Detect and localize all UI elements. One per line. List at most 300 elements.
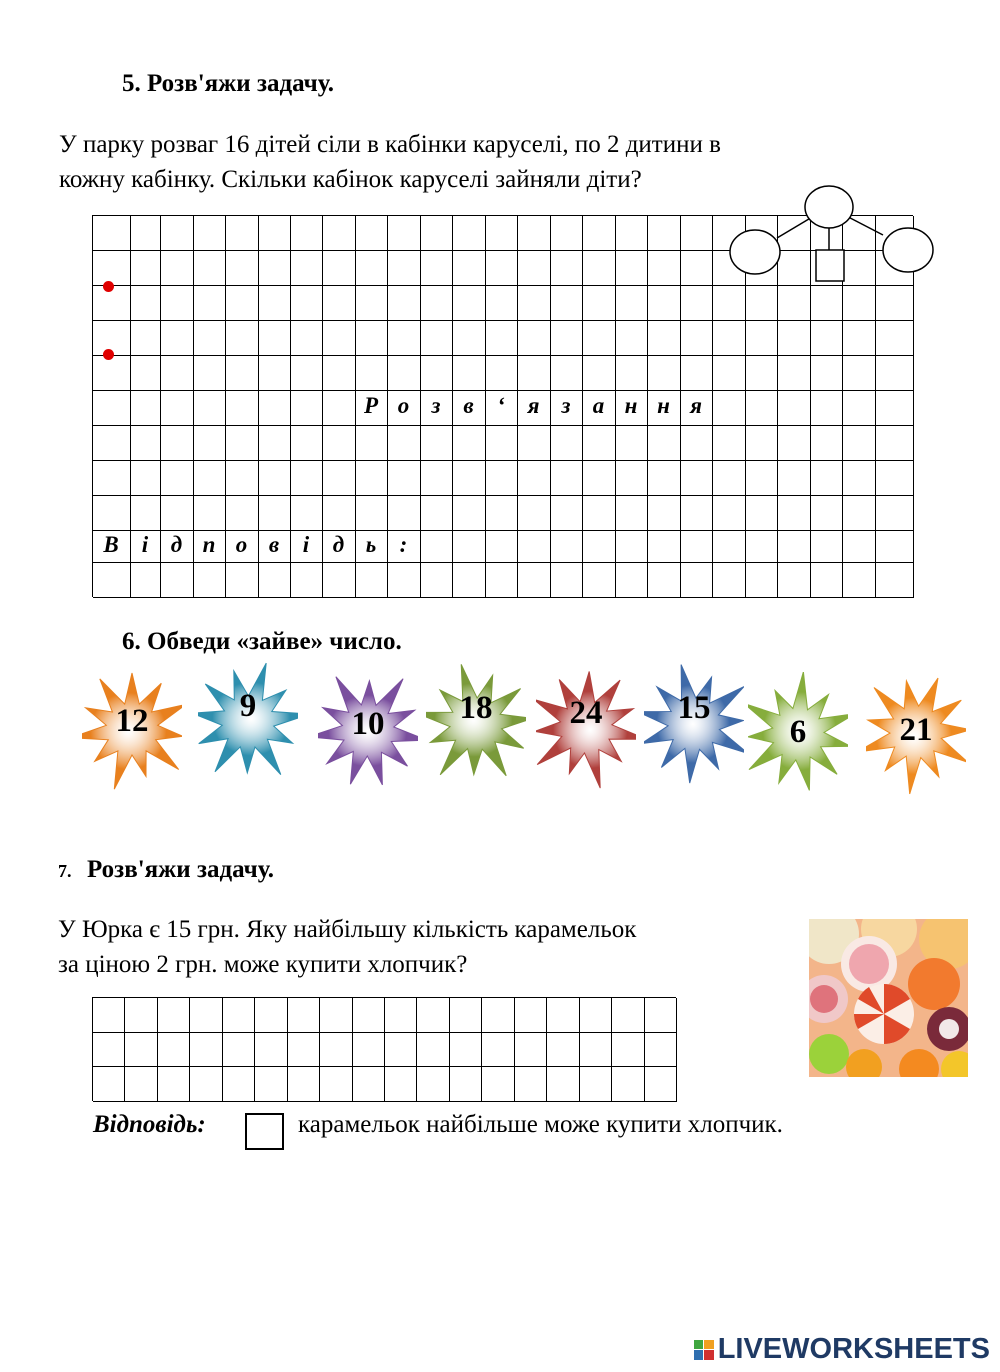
grid-cell[interactable] [93,1067,125,1102]
grid-cell[interactable] [323,391,356,426]
grid-cell[interactable] [551,286,583,321]
grid-cell[interactable] [323,426,356,461]
grid-cell[interactable] [255,998,287,1033]
grid-cell[interactable] [648,426,681,461]
grid-cell[interactable] [713,356,746,391]
grid-cell[interactable] [353,1067,385,1102]
grid-cell[interactable] [417,1067,449,1102]
grid-cell[interactable] [453,321,486,356]
grid-cell[interactable] [226,251,259,286]
grid-cell[interactable] [223,1033,255,1068]
grid-cell[interactable] [778,496,811,531]
grid-cell[interactable] [125,1067,157,1102]
grid-cell[interactable] [417,998,449,1033]
grid-cell[interactable] [388,286,421,321]
grid-cell[interactable] [385,998,417,1033]
grid-cell[interactable] [843,563,876,598]
grid-cell[interactable] [843,531,876,563]
grid-cell[interactable] [778,286,811,321]
grid-cell[interactable] [158,1067,190,1102]
grid-cell[interactable] [518,321,551,356]
grid-cell[interactable] [320,1033,352,1068]
grid-cell[interactable] [746,391,778,426]
grid-cell[interactable] [876,461,914,496]
grid-cell[interactable] [291,496,323,531]
grid-cell[interactable] [417,1033,449,1068]
grid-cell[interactable] [194,356,226,391]
grid-cell[interactable] [353,1033,385,1068]
grid-cell[interactable] [161,251,194,286]
grid-cell[interactable] [681,496,713,531]
grid-cell[interactable] [353,998,385,1033]
grid-cell[interactable] [226,391,259,426]
grid-cell[interactable] [291,286,323,321]
grid-cell[interactable] [580,998,612,1033]
grid-cell[interactable] [421,461,453,496]
grid-cell[interactable] [746,496,778,531]
grid-cell[interactable] [518,426,551,461]
grid-cell[interactable] [518,356,551,391]
grid-cell[interactable] [226,216,259,251]
grid-cell[interactable] [583,496,616,531]
grid-cell[interactable] [583,251,616,286]
grid-cell[interactable] [486,531,518,563]
grid-cell[interactable] [843,496,876,531]
grid-cell[interactable] [421,356,453,391]
grid-cell[interactable] [421,496,453,531]
grid-cell[interactable] [421,321,453,356]
grid-cell[interactable] [645,998,677,1033]
grid-cell[interactable] [161,391,194,426]
grid-cell[interactable] [616,216,648,251]
grid-cell[interactable] [583,531,616,563]
grid-cell[interactable] [583,216,616,251]
grid-cell[interactable] [356,563,388,598]
grid-cell[interactable] [131,426,161,461]
grid-cell[interactable] [190,998,222,1033]
grid-cell[interactable] [551,531,583,563]
grid-cell[interactable] [612,998,644,1033]
grid-cell[interactable] [616,321,648,356]
grid-cell[interactable] [612,1033,644,1068]
grid-cell[interactable] [259,356,291,391]
grid-cell[interactable] [843,426,876,461]
grid-cell[interactable] [194,321,226,356]
grid-cell[interactable] [291,321,323,356]
grid-cell[interactable] [713,531,746,563]
grid-cell[interactable] [515,1033,547,1068]
grid-cell[interactable] [616,531,648,563]
grid-cell[interactable] [226,356,259,391]
grid-cell[interactable] [616,563,648,598]
grid-cell[interactable] [291,216,323,251]
grid-cell[interactable] [482,1067,514,1102]
grid-cell[interactable] [388,216,421,251]
grid-cell[interactable] [616,251,648,286]
grid-cell[interactable] [713,391,746,426]
grid-cell[interactable] [453,356,486,391]
grid-cell[interactable] [486,321,518,356]
grid-cell[interactable] [259,321,291,356]
grid-cell[interactable] [259,496,291,531]
grid-cell[interactable] [486,286,518,321]
grid-cell[interactable] [131,251,161,286]
number-star[interactable] [536,665,636,785]
grid-cell[interactable] [356,356,388,391]
grid-cell[interactable] [713,563,746,598]
grid-cell[interactable] [93,998,125,1033]
grid-cell[interactable] [648,321,681,356]
grid-cell[interactable] [323,321,356,356]
grid-cell[interactable] [259,286,291,321]
grid-cell[interactable] [453,251,486,286]
grid-cell[interactable] [486,356,518,391]
grid-cell[interactable] [778,426,811,461]
grid-cell[interactable] [161,321,194,356]
grid-cell[interactable] [778,563,811,598]
grid-cell[interactable] [421,531,453,563]
grid-cell[interactable] [291,391,323,426]
number-star[interactable] [866,670,966,790]
grid-cell[interactable] [616,286,648,321]
grid-cell[interactable] [93,356,131,391]
grid-cell[interactable] [259,251,291,286]
grid-cell[interactable] [580,1067,612,1102]
grid-cell[interactable] [356,496,388,531]
grid-cell[interactable] [131,321,161,356]
number-star[interactable] [748,672,848,792]
grid-cell[interactable] [161,461,194,496]
grid-cell[interactable] [746,461,778,496]
grid-cell[interactable] [93,496,131,531]
grid-cell[interactable] [125,1033,157,1068]
grid-cell[interactable] [547,1067,579,1102]
grid-cell[interactable] [648,251,681,286]
grid-cell[interactable] [259,216,291,251]
grid-cell[interactable] [323,286,356,321]
number-star[interactable] [82,667,182,787]
grid-cell[interactable] [876,496,914,531]
grid-cell[interactable] [226,461,259,496]
number-star[interactable] [198,660,298,780]
grid-cell[interactable] [291,461,323,496]
grid-cell[interactable] [645,1033,677,1068]
grid-cell[interactable] [161,496,194,531]
grid-cell[interactable] [583,321,616,356]
grid-cell[interactable] [843,321,876,356]
grid-cell[interactable] [518,216,551,251]
grid-cell[interactable] [223,1067,255,1102]
grid-cell[interactable] [93,426,131,461]
grid-cell[interactable] [811,496,843,531]
grid-cell[interactable] [482,998,514,1033]
grid-cell[interactable] [323,356,356,391]
grid-cell[interactable] [161,286,194,321]
grid-cell[interactable] [681,461,713,496]
grid-cell[interactable] [190,1067,222,1102]
grid-cell[interactable] [551,216,583,251]
grid-cell[interactable] [746,356,778,391]
grid-cell[interactable] [811,391,843,426]
grid-cell[interactable] [778,391,811,426]
grid-cell[interactable] [226,426,259,461]
grid-cell[interactable] [259,461,291,496]
grid-cell[interactable] [746,286,778,321]
grid-cell[interactable] [161,356,194,391]
grid-cell[interactable] [518,496,551,531]
grid-cell[interactable] [778,321,811,356]
grid-cell[interactable] [93,286,131,321]
grid-cell[interactable] [746,563,778,598]
grid-cell[interactable] [486,251,518,286]
grid-cell[interactable] [453,531,486,563]
grid-cell[interactable] [518,286,551,321]
grid-cell[interactable] [194,391,226,426]
grid-cell[interactable] [843,286,876,321]
grid-cell[interactable] [778,461,811,496]
grid-cell[interactable] [226,563,259,598]
grid-cell[interactable] [648,531,681,563]
grid-cell[interactable] [746,426,778,461]
grid-cell[interactable] [421,251,453,286]
grid-cell[interactable] [323,461,356,496]
number-star[interactable] [426,662,526,782]
grid-cell[interactable] [551,496,583,531]
grid-cell[interactable] [93,563,131,598]
grid-cell[interactable] [356,286,388,321]
grid-cell[interactable] [681,251,713,286]
grid-cell[interactable] [388,321,421,356]
grid-cell[interactable] [843,391,876,426]
grid-cell[interactable] [547,998,579,1033]
grid-cell[interactable] [453,461,486,496]
grid-cell[interactable] [421,286,453,321]
grid-cell[interactable] [194,286,226,321]
grid-cell[interactable] [616,356,648,391]
grid-cell[interactable] [259,391,291,426]
grid-cell[interactable] [713,461,746,496]
grid-cell[interactable] [323,496,356,531]
grid-cell[interactable] [385,1033,417,1068]
grid-cell[interactable] [616,461,648,496]
grid-cell[interactable] [713,321,746,356]
grid-cell[interactable] [161,216,194,251]
grid-cell[interactable] [486,563,518,598]
grid-cell[interactable] [645,1067,677,1102]
grid-cell[interactable] [811,356,843,391]
grid-cell[interactable] [648,216,681,251]
grid-cell[interactable] [388,251,421,286]
grid-cell[interactable] [259,426,291,461]
grid-cell[interactable] [255,1067,287,1102]
grid-cell[interactable] [421,426,453,461]
grid-cell[interactable] [648,286,681,321]
grid-cell[interactable] [223,998,255,1033]
grid-cell[interactable] [255,1033,287,1068]
grid-cell[interactable] [125,998,157,1033]
grid-cell[interactable] [482,1033,514,1068]
grid-cell[interactable] [93,216,131,251]
grid-cell[interactable] [288,1033,320,1068]
grid-cell[interactable] [356,461,388,496]
grid-cell[interactable] [226,496,259,531]
grid-cell[interactable] [876,286,914,321]
grid-cell[interactable] [450,1067,482,1102]
grid-cell[interactable] [616,496,648,531]
grid-cell[interactable] [323,216,356,251]
grid-cell[interactable] [161,426,194,461]
grid-cell[interactable] [259,563,291,598]
grid-cell[interactable] [323,563,356,598]
grid-cell[interactable] [131,356,161,391]
grid-cell[interactable] [515,1067,547,1102]
grid-cell[interactable] [681,356,713,391]
grid-cell[interactable] [713,496,746,531]
grid-cell[interactable] [648,356,681,391]
grid-cell[interactable] [453,286,486,321]
grid-cell[interactable] [226,286,259,321]
grid-cell[interactable] [681,563,713,598]
grid-cell[interactable] [551,251,583,286]
grid-cell[interactable] [648,496,681,531]
grid-cell[interactable] [681,426,713,461]
grid-cell[interactable] [583,286,616,321]
grid-cell[interactable] [612,1067,644,1102]
grid-cell[interactable] [681,216,713,251]
grid-cell[interactable] [356,251,388,286]
grid-cell[interactable] [681,286,713,321]
grid-cell[interactable] [388,563,421,598]
grid-cell[interactable] [746,321,778,356]
grid-cell[interactable] [356,426,388,461]
grid-cell[interactable] [194,251,226,286]
grid-cell[interactable] [131,391,161,426]
grid-cell[interactable] [194,426,226,461]
grid-cell[interactable] [486,496,518,531]
grid-cell[interactable] [453,496,486,531]
grid-cell[interactable] [583,461,616,496]
grid-cell[interactable] [388,496,421,531]
grid-cell[interactable] [190,1033,222,1068]
grid-cell[interactable] [648,563,681,598]
grid-cell[interactable] [131,563,161,598]
grid-cell[interactable] [226,321,259,356]
grid-cell[interactable] [385,1067,417,1102]
grid-cell[interactable] [453,216,486,251]
grid-cell[interactable] [194,216,226,251]
grid-cell[interactable] [158,1033,190,1068]
grid-cell[interactable] [518,461,551,496]
grid-cell[interactable] [194,563,226,598]
grid-cell[interactable] [93,251,131,286]
grid-cell[interactable] [131,496,161,531]
grid-cell[interactable] [388,426,421,461]
grid-cell[interactable] [518,251,551,286]
grid-cell[interactable] [746,531,778,563]
grid-cell[interactable] [713,286,746,321]
grid-cell[interactable] [453,426,486,461]
grid-cell[interactable] [421,216,453,251]
grid-cell[interactable] [131,286,161,321]
grid-cell[interactable] [681,321,713,356]
grid-cell[interactable] [486,216,518,251]
grid-cell[interactable] [518,563,551,598]
grid-cell[interactable] [194,461,226,496]
grid-cell[interactable] [648,461,681,496]
grid-cell[interactable] [876,391,914,426]
grid-cell[interactable] [93,1033,125,1068]
grid-cell[interactable] [161,563,194,598]
grid-cell[interactable] [778,356,811,391]
grid-cell[interactable] [486,426,518,461]
grid-cell[interactable] [131,216,161,251]
grid-cell[interactable] [583,563,616,598]
grid-cell[interactable] [291,251,323,286]
grid-cell[interactable] [583,356,616,391]
grid-cell[interactable] [388,461,421,496]
grid-cell[interactable] [421,563,453,598]
grid-cell[interactable] [583,426,616,461]
grid-cell[interactable] [551,563,583,598]
grid-cell[interactable] [876,563,914,598]
grid-cell[interactable] [551,461,583,496]
grid-cell[interactable] [843,461,876,496]
grid-cell[interactable] [778,531,811,563]
grid-cell[interactable] [450,1033,482,1068]
task7-grid[interactable] [92,997,676,1101]
grid-cell[interactable] [811,461,843,496]
number-star[interactable] [644,662,744,782]
grid-cell[interactable] [580,1033,612,1068]
grid-cell[interactable] [616,426,648,461]
grid-cell[interactable] [518,531,551,563]
answer-input-box[interactable] [245,1113,284,1150]
grid-cell[interactable] [356,216,388,251]
grid-cell[interactable] [93,461,131,496]
grid-cell[interactable] [291,563,323,598]
grid-cell[interactable] [288,1067,320,1102]
grid-cell[interactable] [843,356,876,391]
grid-cell[interactable] [876,321,914,356]
grid-cell[interactable] [450,998,482,1033]
number-star[interactable] [318,668,418,788]
grid-cell[interactable] [323,251,356,286]
grid-cell[interactable] [811,286,843,321]
grid-cell[interactable] [93,391,131,426]
grid-cell[interactable] [291,356,323,391]
grid-cell[interactable] [158,998,190,1033]
grid-cell[interactable] [131,461,161,496]
grid-cell[interactable] [194,496,226,531]
grid-cell[interactable] [515,998,547,1033]
grid-cell[interactable] [453,563,486,598]
grid-cell[interactable] [876,531,914,563]
grid-cell[interactable] [551,321,583,356]
grid-cell[interactable] [713,426,746,461]
grid-cell[interactable] [486,461,518,496]
grid-cell[interactable] [876,356,914,391]
grid-cell[interactable] [811,531,843,563]
grid-cell[interactable] [547,1033,579,1068]
grid-cell[interactable] [811,563,843,598]
grid-cell[interactable] [811,426,843,461]
grid-cell[interactable] [320,1067,352,1102]
grid-cell[interactable] [320,998,352,1033]
grid-cell[interactable] [388,356,421,391]
grid-cell[interactable] [876,426,914,461]
grid-cell[interactable] [811,321,843,356]
grid-cell[interactable] [288,998,320,1033]
